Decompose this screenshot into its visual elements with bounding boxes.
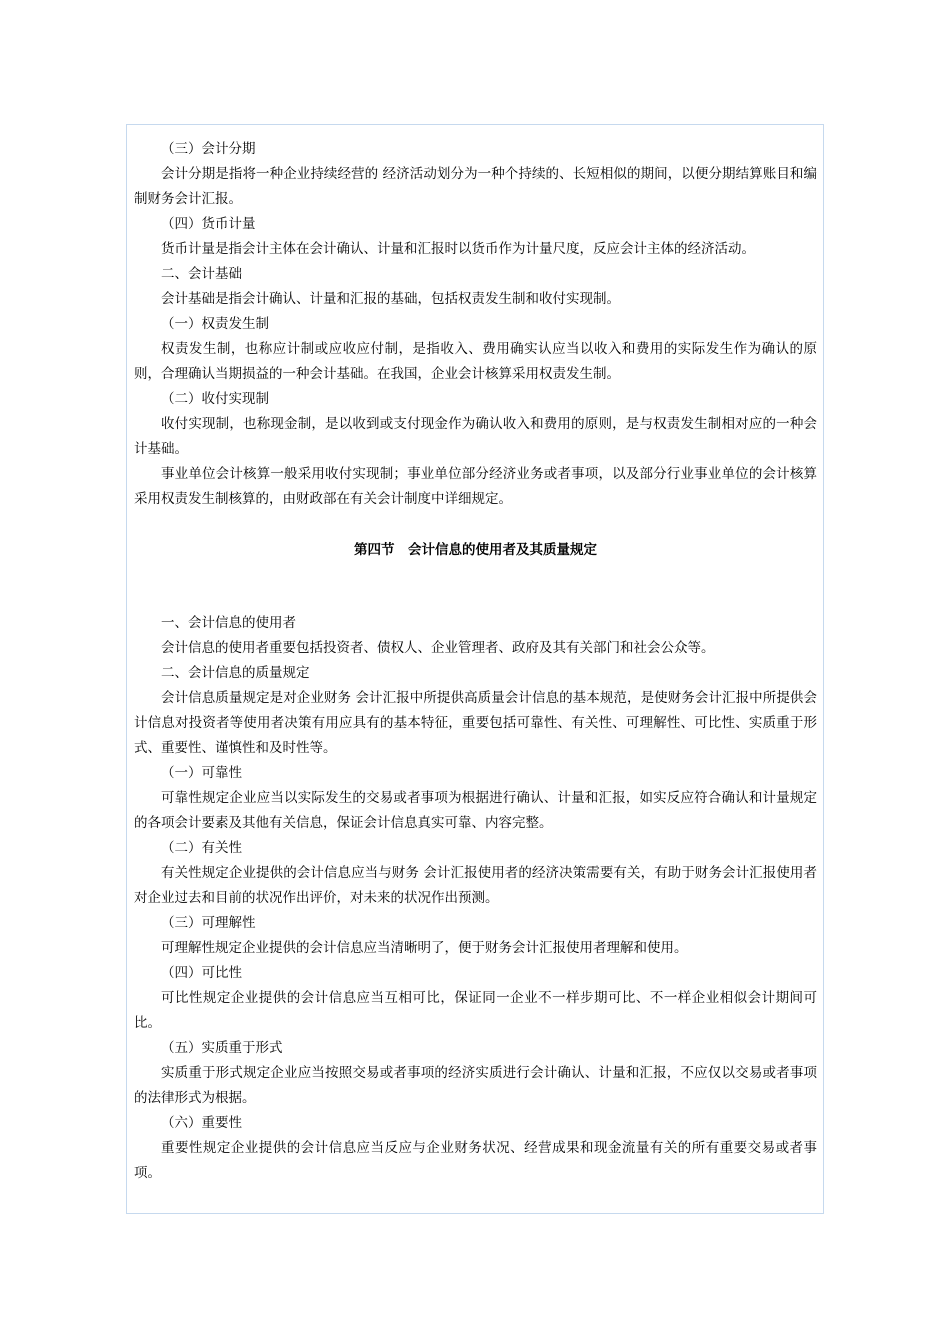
paragraph: 重要性规定企业提供的会计信息应当反应与企业财务状况、经营成果和现金流量有关的所有重要交易或者事项。 <box>134 1140 817 1181</box>
paragraph: 会计信息质量规定是对企业财务 会计汇报中所提供高质量会计信息的基本规范，是使财务会计汇报中所提供会计信息对投资者等使用者决策有用应具有的基本特征，重要包括可靠性、有关性、可理解性、可比性、实质重于形式、重要性、谨慎性和及时性等。 <box>134 690 817 756</box>
paragraph: 货币计量是指会计主体在会计确认、计量和汇报时以货币作为计量尺度，反应会计主体的经济活动。 <box>161 241 755 257</box>
paragraph: 事业单位会计核算一般采用收付实现制；事业单位部分经济业务或者事项，以及部分行业事业单位的会计核算采用权责发生制核算的，由财政部在有关会计制度中详细规定。 <box>134 466 817 507</box>
section-title: 第四节 会计信息的使用者及其质量规定 <box>354 542 597 558</box>
paragraph: 实质重于形式规定企业应当按照交易或者事项的经济实质进行会计确认、计量和汇报，不应仅以交易或者事项的法律形式为根据。 <box>134 1065 817 1106</box>
subheading: （二）有关性 <box>161 840 242 856</box>
paragraph: 会计信息的使用者重要包括投资者、债权人、企业管理者、政府及其有关部门和社会公众等。 <box>161 640 715 656</box>
heading: 二、会计信息的质量规定 <box>161 665 310 681</box>
paragraph: 可理解性规定企业提供的会计信息应当清晰明了，便于财务会计汇报使用者理解和使用。 <box>161 940 688 956</box>
subheading: （六）重要性 <box>161 1115 242 1131</box>
paragraph: 会计分期是指将一种企业持续经营的 经济活动划分为一种个持续的、长短相似的期间，以便分期结算账目和编制财务会计汇报。 <box>134 166 817 207</box>
heading: 一、会计信息的使用者 <box>161 615 296 631</box>
subheading: （三）可理解性 <box>161 915 256 931</box>
subheading: （一）可靠性 <box>161 765 242 781</box>
bottom-text-block <box>134 611 817 1186</box>
subheading: （一）权责发生制 <box>161 316 269 332</box>
paragraph: 会计基础是指会计确认、计量和汇报的基础，包括权责发生制和收付实现制。 <box>161 291 620 307</box>
subheading: （二）收付实现制 <box>161 391 269 407</box>
paragraph: 可靠性规定企业应当以实际发生的交易或者事项为根据进行确认、计量和汇报，如实反应符合确认和计量规定的各项会计要素及其他有关信息，保证会计信息真实可靠、内容完整。 <box>134 790 817 831</box>
document-frame <box>126 124 824 1214</box>
paragraph: 有关性规定企业提供的会计信息应当与财务 会计汇报使用者的经济决策需要有关，有助于财务会计汇报使用者对企业过去和目前的状况作出评价，对未来的状况作出预测。 <box>134 865 817 906</box>
paragraph: 权责发生制，也称应计制或应收应付制，是指收入、费用确实认应当以收入和费用的实际发生作为确认的原则，合理确认当期损益的一种会计基础。在我国，企业会计核算采用权责发生制。 <box>134 341 817 382</box>
subheading: （四）可比性 <box>161 965 242 981</box>
top-text-block <box>134 137 817 512</box>
subheading: （三）会计分期 <box>161 141 256 157</box>
paragraph: 可比性规定企业提供的会计信息应当互相可比，保证同一企业不一样步期可比、不一样企业相似会计期间可比。 <box>134 990 817 1031</box>
heading: 二、会计基础 <box>161 266 242 282</box>
subheading: （四）货币计量 <box>161 216 256 232</box>
subheading: （五）实质重于形式 <box>161 1040 283 1056</box>
paragraph: 收付实现制，也称现金制，是以收到或支付现金作为确认收入和费用的原则，是与权责发生制相对应的一种会计基础。 <box>134 416 817 457</box>
